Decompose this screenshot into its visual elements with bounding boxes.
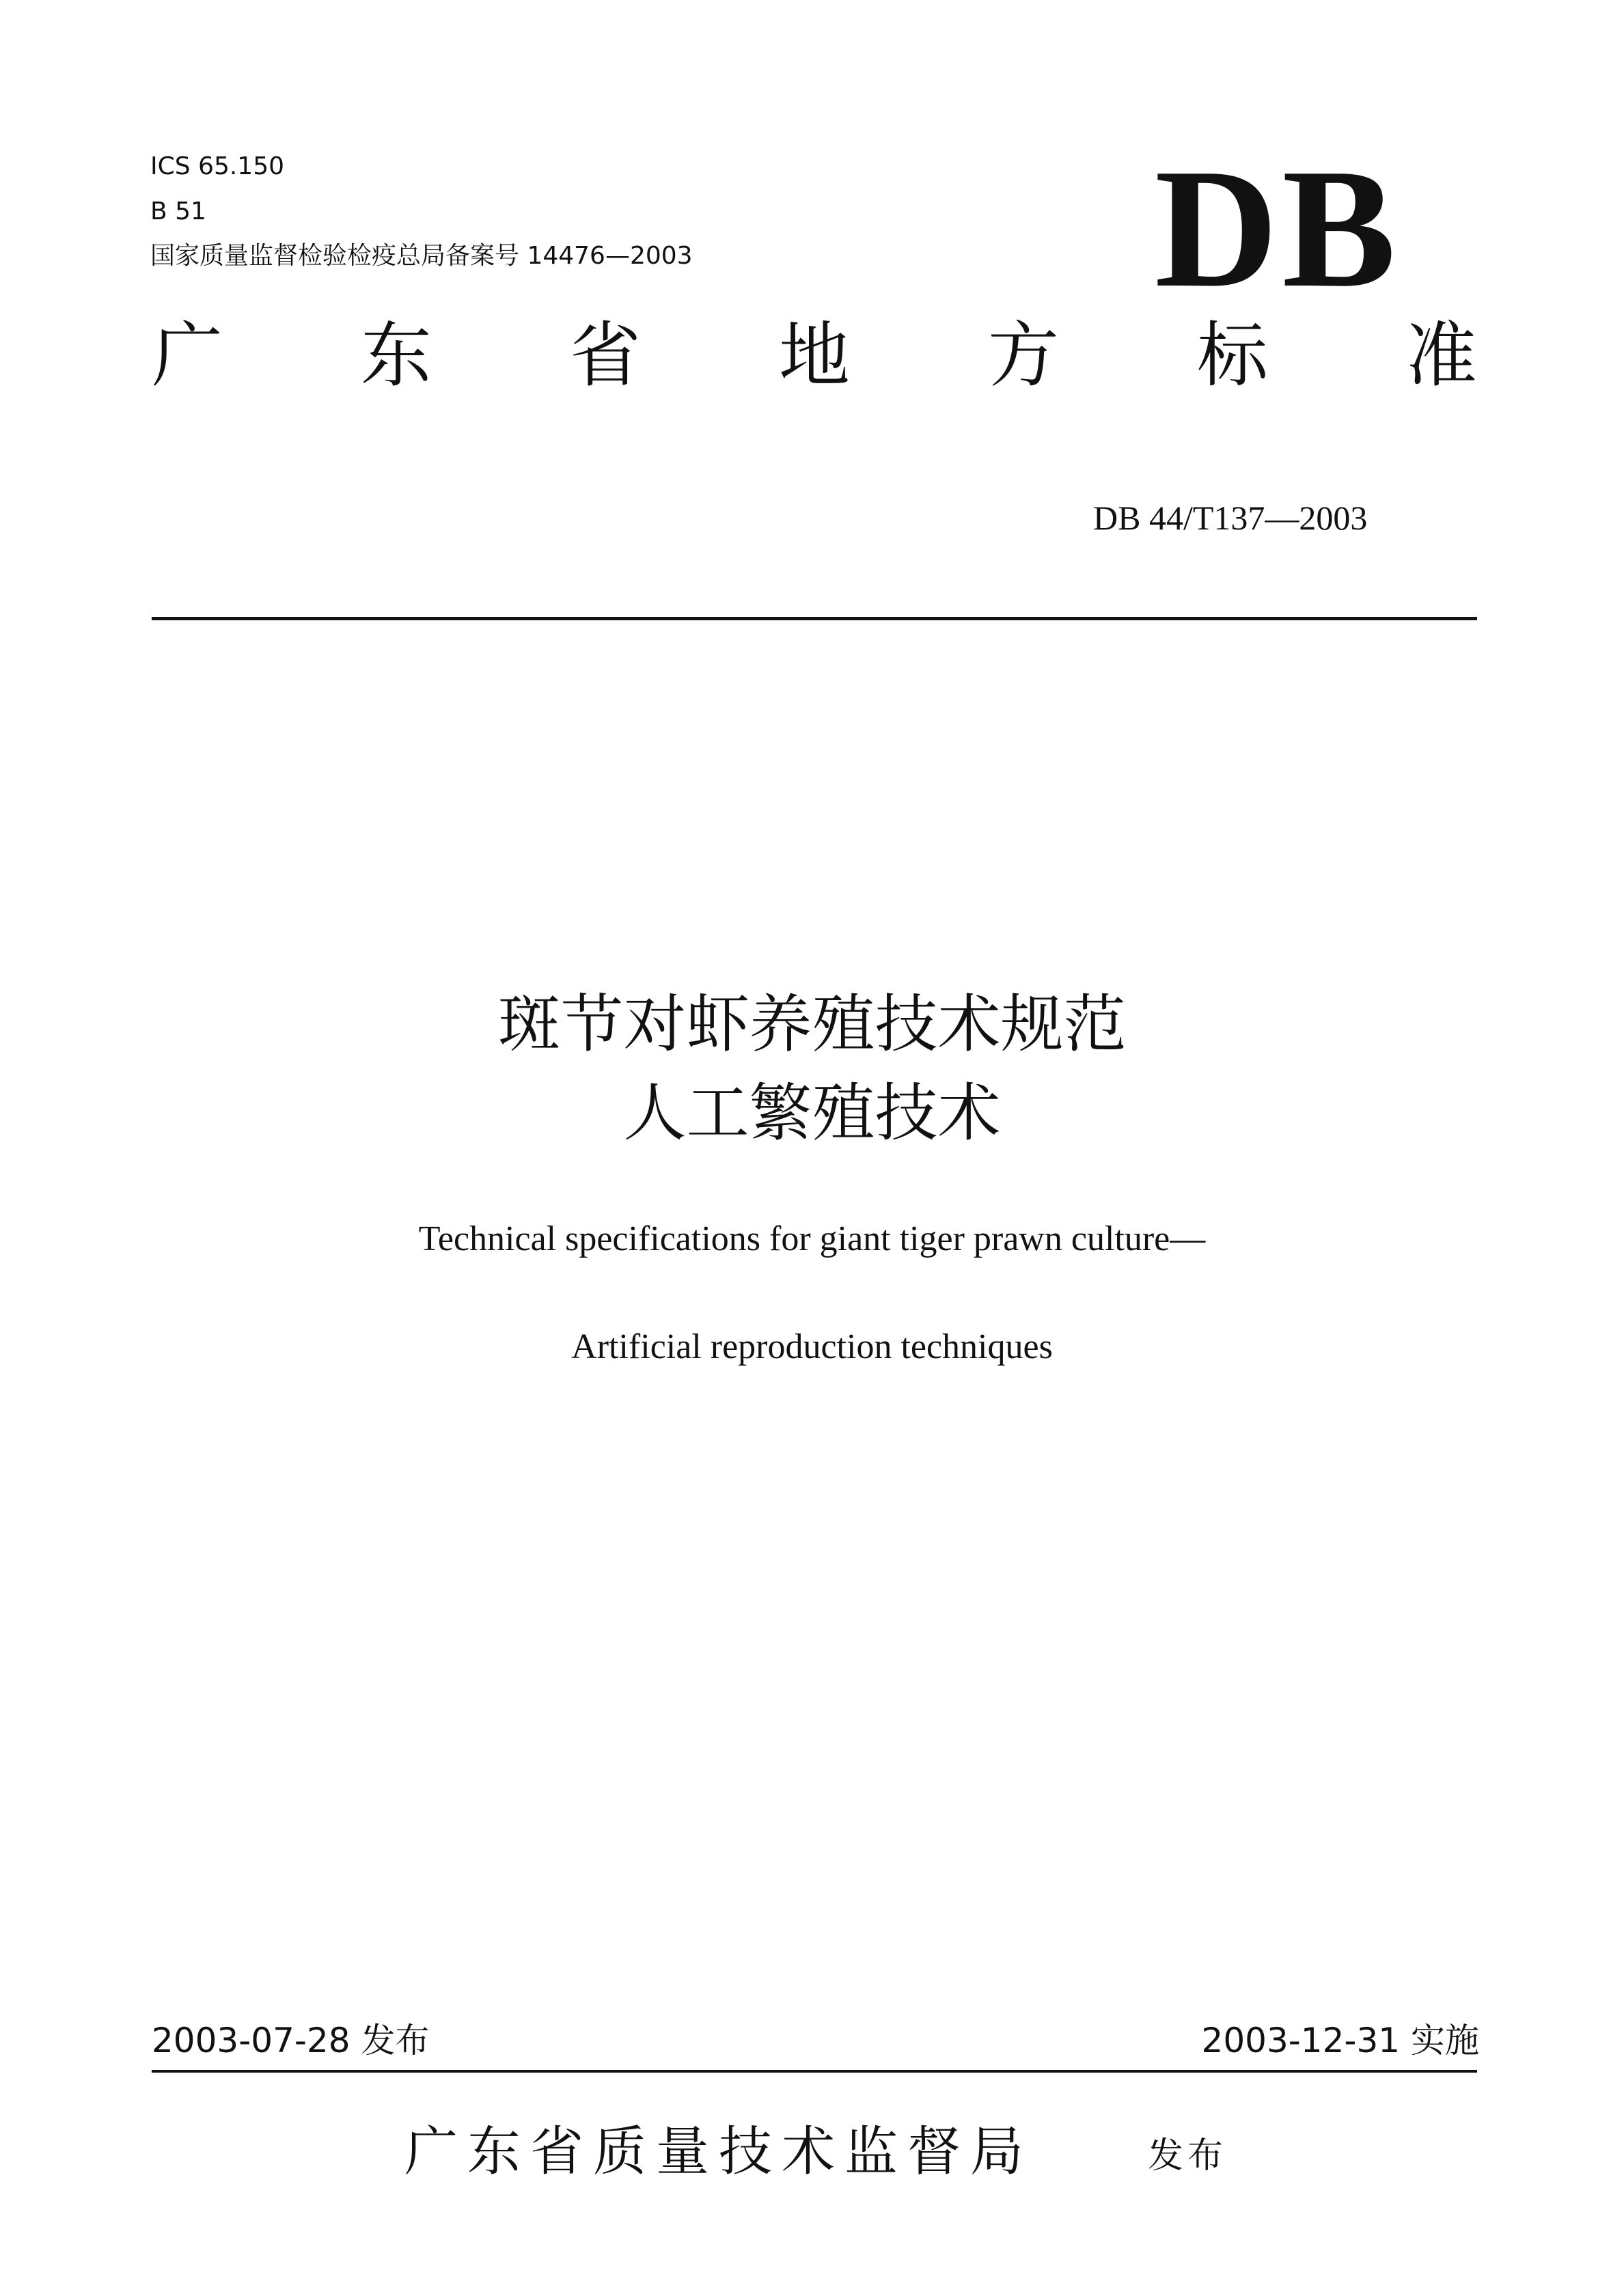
title-chinese-line-2: 人工繁殖技术 bbox=[623, 1077, 1001, 1150]
standard-type-char: 地 bbox=[778, 314, 850, 397]
standard-type-char: 标 bbox=[1196, 314, 1268, 397]
issuing-suffix: 发布 bbox=[1148, 2135, 1228, 2176]
title-english-line-1: Technical specifications for giant tiger prawn culture— bbox=[418, 1219, 1206, 1258]
standard-type-char: 广 bbox=[152, 314, 223, 397]
ics-code: ICS 65.150 bbox=[150, 152, 285, 180]
standard-type-heading bbox=[152, 311, 1477, 400]
standard-type-char: 方 bbox=[987, 314, 1059, 397]
filing-number: 国家质量监督检验检疫总局备案号 14476—2003 bbox=[150, 242, 693, 270]
title-english-line-2: Artificial reproduction techniques bbox=[571, 1327, 1053, 1366]
issuing-authority: 广东省质量技术监督局 bbox=[404, 2121, 1034, 2183]
standard-type-char: 省 bbox=[569, 314, 641, 397]
ccs-code: B 51 bbox=[150, 197, 206, 225]
db-logo: DB bbox=[1155, 134, 1401, 323]
standard-type-char: 准 bbox=[1405, 314, 1477, 397]
header-divider bbox=[152, 617, 1477, 620]
standard-number: DB 44/T137—2003 bbox=[1093, 499, 1368, 537]
standard-type-char: 东 bbox=[360, 314, 432, 397]
title-chinese-line-1: 斑节对虾养殖技术规范 bbox=[497, 988, 1127, 1061]
issue-date: 2003-07-28 发布 bbox=[152, 2021, 430, 2060]
footer-divider bbox=[152, 2070, 1477, 2073]
implementation-date: 2003-12-31 实施 bbox=[1201, 2021, 1479, 2060]
